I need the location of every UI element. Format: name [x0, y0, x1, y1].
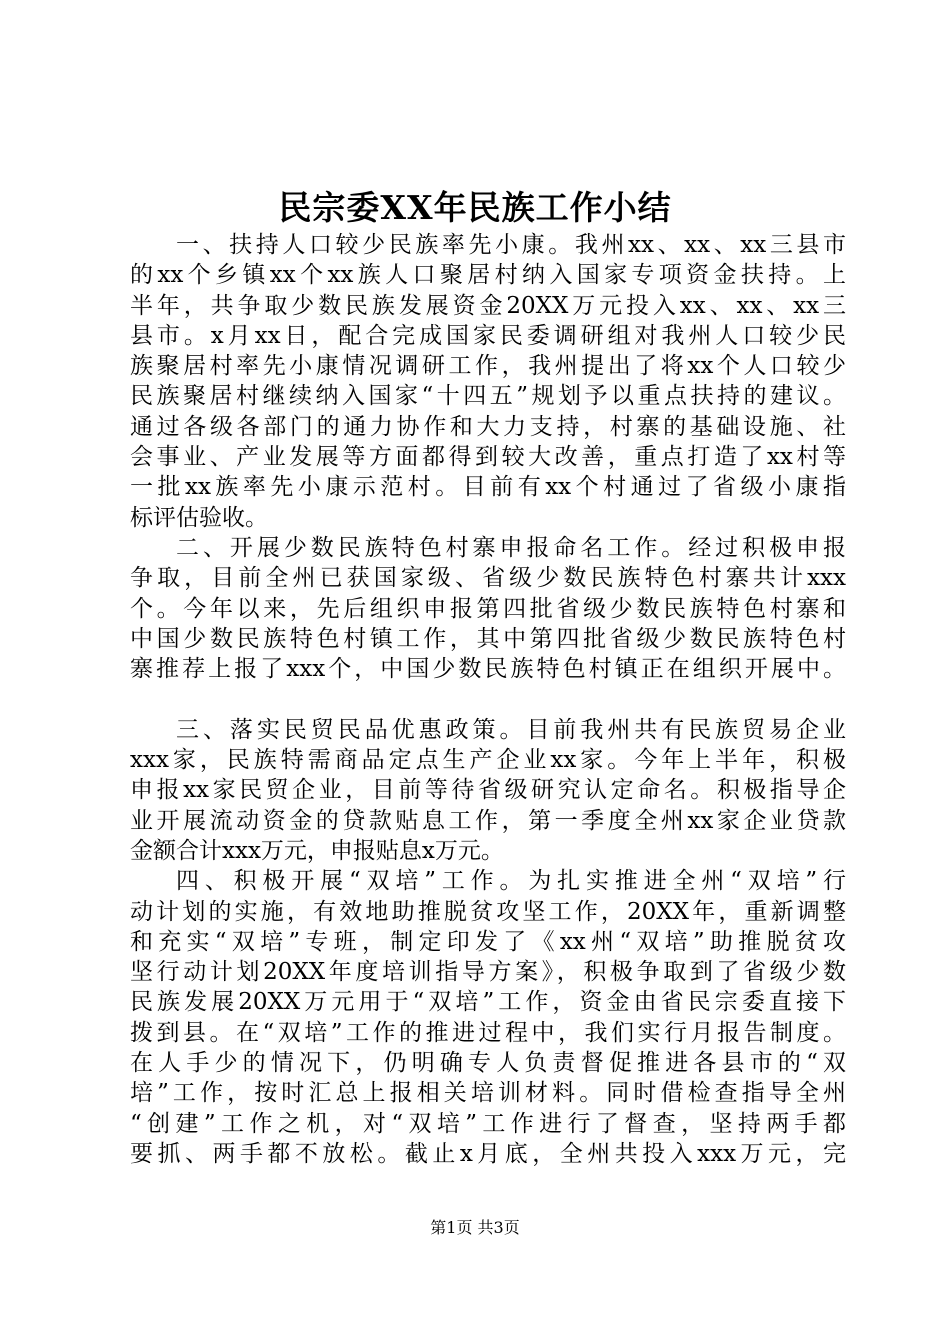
text-line: 争取，目前全州已获国家级、省级少数民族特色村寨共计xxx: [130, 565, 846, 592]
text-line: 四、积极开展“双培”工作。为扎实推进全州“双培”行: [176, 868, 846, 895]
text-line: 申报xx家民贸企业，目前等待省级研究认定命名。积极指导企: [130, 777, 846, 804]
text-line: 金额合计xxx万元，申报贴息x万元。: [130, 837, 504, 864]
paragraph-2: [130, 533, 846, 715]
text-line: 中国少数民族特色村镇工作，其中第四批省级少数民族特色村: [130, 625, 846, 652]
text-line: 的xx个乡镇xx个xx族人口聚居村纳入国家专项资金扶持。上: [130, 262, 846, 289]
text-line: “创建”工作之机，对“双培”工作进行了督查，坚持两手都: [130, 1110, 846, 1137]
text-line: 个。今年以来，先后组织申报第四批省级少数民族特色村寨和: [130, 595, 846, 622]
text-line: 在人手少的情况下，仍明确专人负责督促推进各县市的“双: [130, 1050, 846, 1077]
text-line: 培”工作，按时汇总上报相关培训材料。同时借检查指导全州: [130, 1080, 846, 1107]
text-line: xxx家，民族特需商品定点生产企业xx家。今年上半年，积极: [130, 747, 846, 774]
paragraph-4: [130, 866, 846, 1169]
text-line: 要抓、两手都不放松。截止x月底，全州共投入xxx万元，完: [130, 1140, 846, 1167]
text-line: 动计划的实施，有效地助推脱贫攻坚工作，20XX年，重新调整: [130, 898, 846, 925]
text-line: 业开展流动资金的贷款贴息工作，第一季度全州xx家企业贷款: [130, 807, 846, 834]
document-body: [130, 230, 846, 1169]
text-line: 族聚居村率先小康情况调研工作，我州提出了将xx个人口较少: [130, 353, 846, 380]
text-line: 民族聚居村继续纳入国家“十四五”规划予以重点扶持的建议。: [130, 383, 846, 410]
text-line: 会事业、产业发展等方面都得到较大改善，重点打造了xx村等: [130, 444, 846, 471]
text-line: 和充实“双培”专班，制定印发了《xx州“双培”助推脱贫攻: [130, 928, 846, 955]
text-line: 标评估验收。: [130, 504, 268, 531]
blank-line: [130, 684, 846, 714]
text-line: 寨推荐上报了xxx个，中国少数民族特色村镇正在组织开展中。: [130, 656, 846, 683]
document-title: 民宗委XX年民族工作小结: [278, 188, 672, 227]
text-line: 一批xx族率先小康示范村。目前有xx个村通过了省级小康指: [130, 474, 846, 501]
text-line: 半年，共争取少数民族发展资金20XX万元投入xx、xx、xx三: [130, 292, 846, 319]
page-number: 第1页 共3页: [430, 1218, 520, 1237]
text-line: 拨到县。在“双培”工作的推进过程中，我们实行月报告制度。: [130, 1019, 846, 1046]
text-line: 二、开展少数民族特色村寨申报命名工作。经过积极申报: [176, 534, 846, 561]
text-line: 通过各级各部门的通力协作和大力支持，村寨的基础设施、社: [130, 413, 846, 440]
text-line: 民族发展20XX万元用于“双培”工作，资金由省民宗委直接下: [130, 989, 846, 1016]
paragraph-1: [130, 230, 846, 533]
text-line: 坚行动计划20XX年度培训指导方案》，积极争取到了省级少数: [130, 959, 846, 986]
text-line: 三、落实民贸民品优惠政策。目前我州共有民族贸易企业: [176, 716, 846, 743]
paragraph-3: [130, 715, 846, 866]
text-line: 县市。x月xx日，配合完成国家民委调研组对我州人口较少民: [130, 322, 846, 349]
text-line: 一、扶持人口较少民族率先小康。我州xx、xx、xx三县市: [176, 232, 846, 258]
